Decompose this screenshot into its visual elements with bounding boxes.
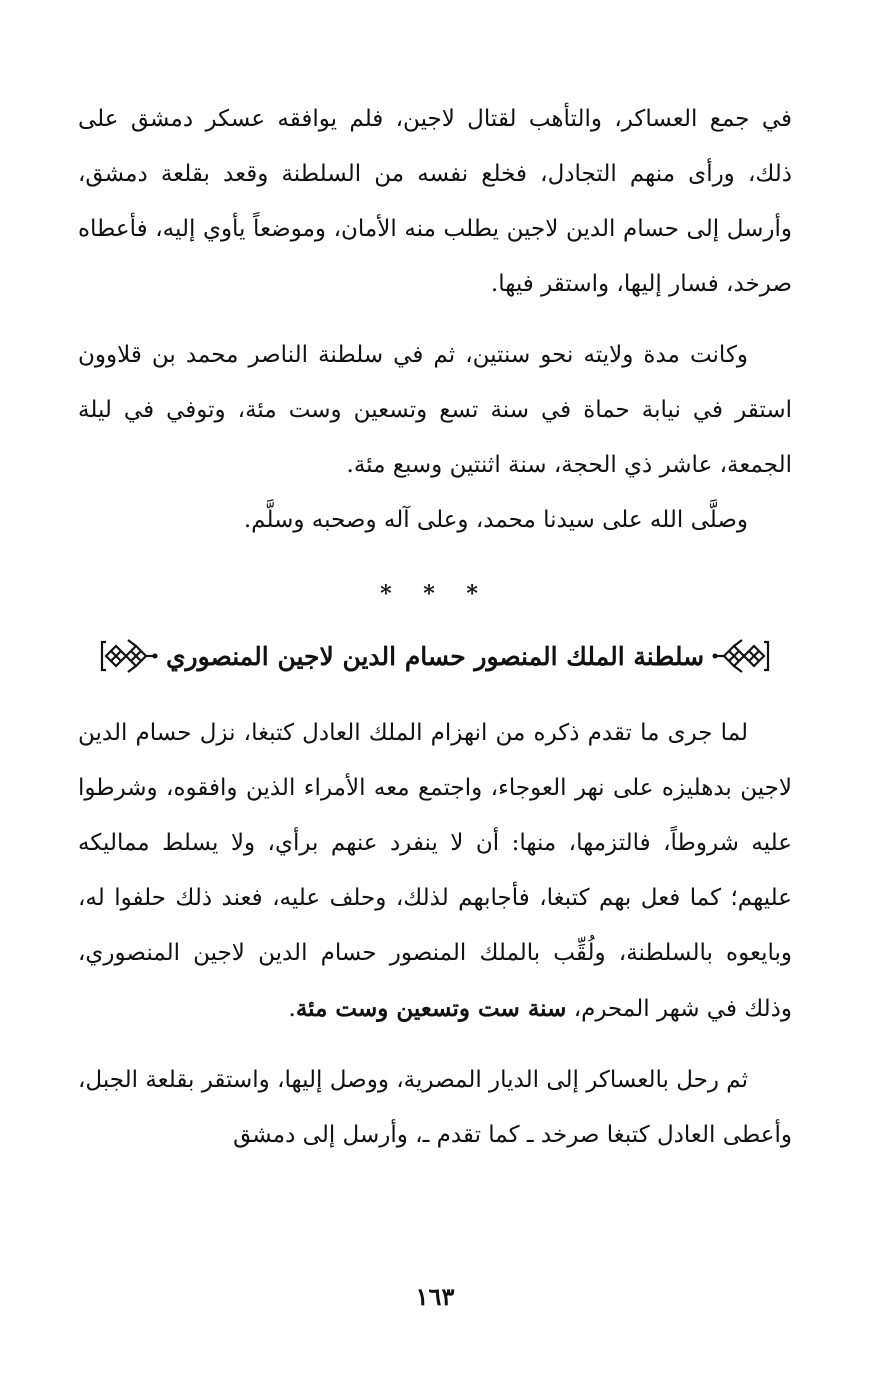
paragraph-blessing: وصلَّى الله على سيدنا محمد، وعلى آله وصحبه وسلَّم.	[243, 507, 748, 533]
paragraph-lajin-text: لما جرى ما تقدم ذكره من انهزام الملك العادل كتبغا، نزل حسام الدين لاجين بدهليزه على نهر العوجاء، واجتمع معه الأمراء الذين وافقوه، وشرطوا عليه شروطاً، فالتزمها، منها: أن لا ينفرد عنهم برأي، ولا يسلط مماليكه عليهم؛ كما فعل بهم كتبغا، فأجابهم لذلك، وحلف عليه، فعند ذلك حلفوا له، وبايعوه بالسلطنة، ولُقِّب بالملك المنصور حسام الدين لاجين المنصوري، وذلك في شهر المحرم،	[78, 720, 792, 1022]
paragraph-continuation: في جمع العساكر، والتأهب لقتال لاجين، فلم يوافقه عسكر دمشق على ذلك، ورأى منهم التجادل، فخلع نفسه من السلطنة وقعد بقلعة دمشق، وأرسل إلى حسام الدين لاجين يطلب منه الأمان، وموضعاً يأوي إليه، فأعطاه صرخد، فسار إليها، واستقر فيها.	[78, 106, 792, 297]
book-page	[78, 92, 792, 1322]
heading-ornament-right-icon	[712, 638, 770, 674]
paragraph-return-egypt: ثم رحل بالعساكر إلى الديار المصرية، ووصل إليها، واستقر بقلعة الجبل، وأعطى العادل كتبغا صرخد ـ كما تقدم ـ، وأرسل إلى دمشق	[78, 1067, 792, 1148]
paragraph-lajin-period: .	[288, 996, 296, 1022]
section-heading-title: سلطنة الملك المنصور حسام الدين لاجين المنصوري	[165, 641, 705, 671]
paragraph-lajin-date-bold: سنة ست وتسعين وست مئة	[295, 995, 567, 1022]
heading-ornament-left-icon	[100, 638, 158, 674]
section-heading-row	[78, 628, 792, 684]
page-number: ١٦٣	[415, 1282, 455, 1311]
paragraph-reign-duration: وكانت مدة ولايته نحو سنتين، ثم في سلطنة الناصر محمد بن قلاوون استقر في نيابة حماة في سنة تسع وتسعين وست مئة، وتوفي في ليلة الجمعة، عاشر ذي الحجة، سنة اثنتين وسبع مئة.	[78, 342, 792, 478]
section-separator: * * *	[380, 581, 490, 607]
paragraph-lajin-accession	[78, 706, 792, 1037]
